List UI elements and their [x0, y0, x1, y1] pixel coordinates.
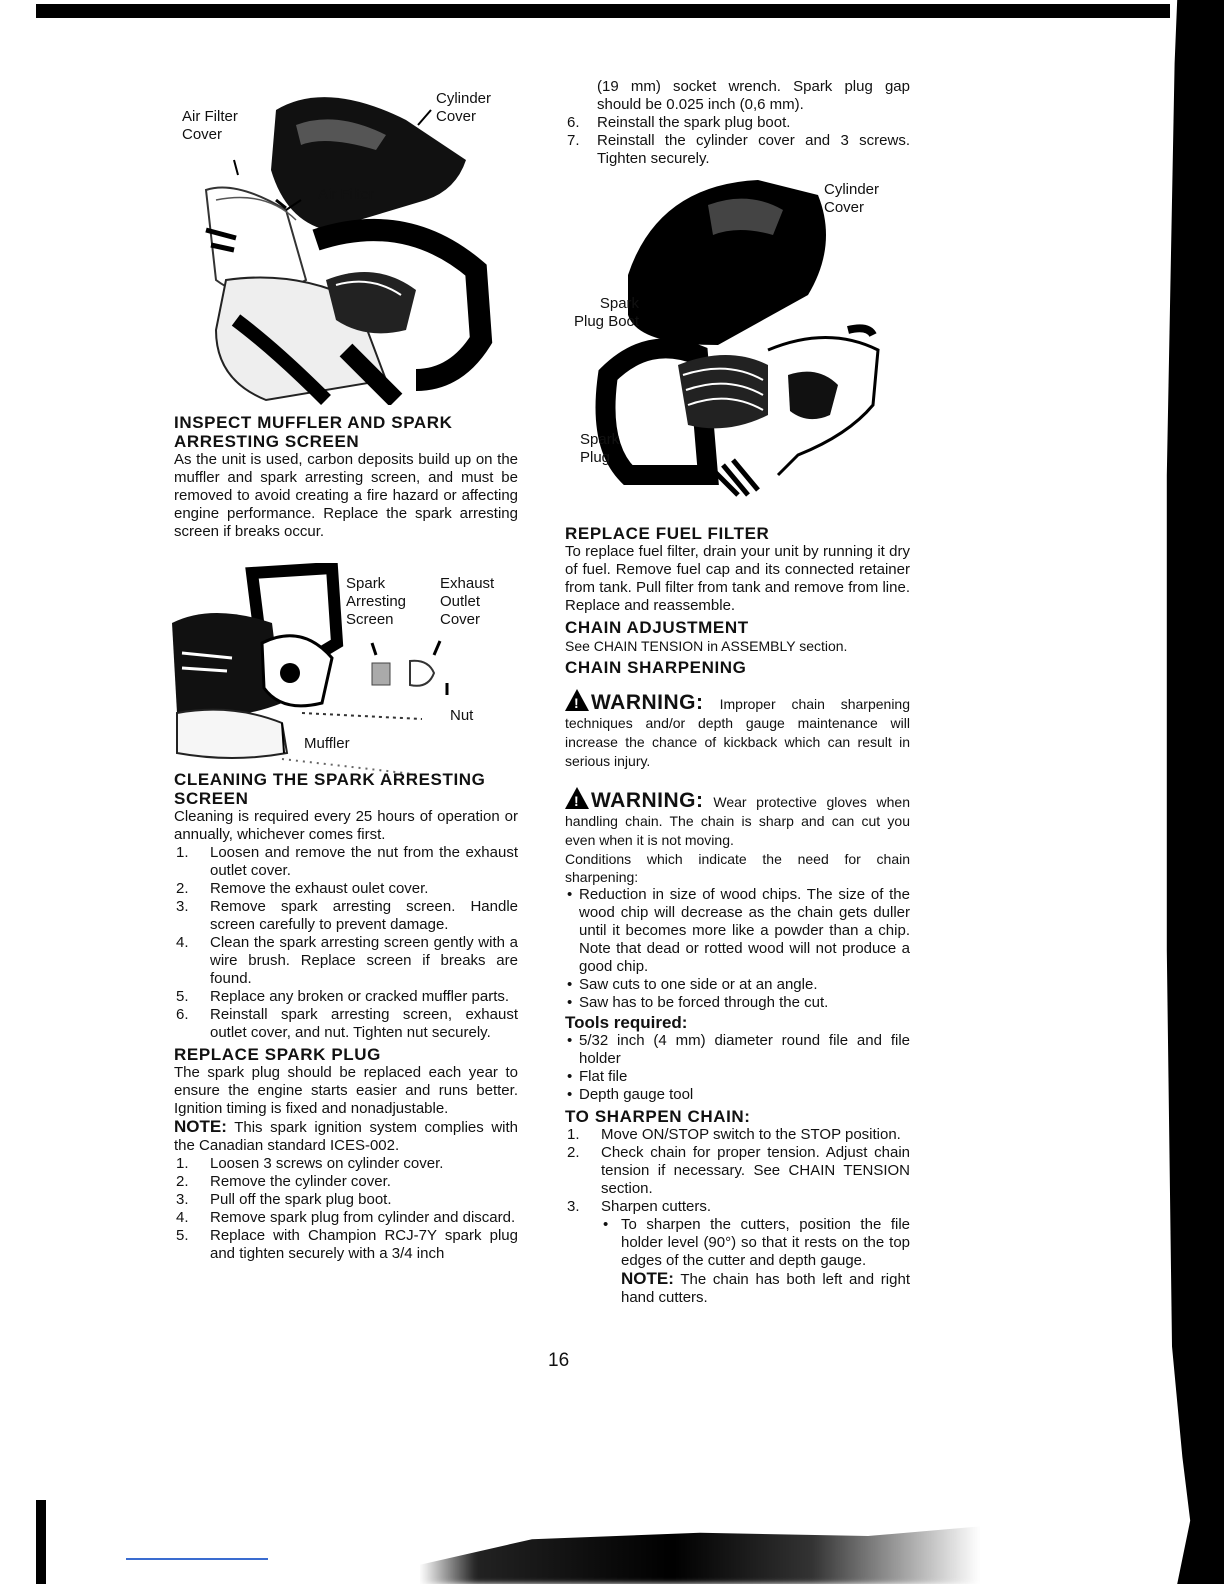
list-item: • To sharpen the cutters, position the file holder level (90°) so that it rests on the top edges of the cutter and depth gauge.: [603, 1216, 910, 1269]
warning-icon: [565, 787, 589, 809]
warning-1: !WARNING: Improper chain sharpening techniques and/or depth gauge maintenance will increase the chance of kickback which can result in serious injury.: [565, 689, 910, 771]
list-item: 7. Reinstall the cylinder cover and 3 screws. Tighten securely.: [567, 132, 910, 167]
list-item: 6. Reinstall the spark plug boot.: [567, 114, 791, 131]
continued-steps: [565, 114, 910, 168]
cleaning-text: Cleaning is required every 25 hours of operation or annually, whichever comes first.: [174, 808, 518, 843]
list-item: • Saw cuts to one side or at an angle.: [567, 976, 818, 993]
scan-top-edge: [36, 4, 1170, 18]
inspect-text: As the unit is used, carbon deposits build up on the muffler and spark arresting screen, and must be removed to avoid creating a fire hazard or affecting engine performance. Replace the spark arresting screen if breaks occur.: [174, 451, 518, 540]
fuel-heading: REPLACE FUEL FILTER: [565, 524, 770, 543]
list-item: 4. Clean the spark arresting screen gently with a wire brush. Replace screen if breaks are found.: [176, 934, 518, 987]
list-item: 3. Remove spark arresting screen. Handle screen carefully to prevent damage.: [176, 898, 518, 933]
sub-note: NOTE: The chain has both left and right hand cutters.: [621, 1269, 910, 1306]
right-column: [565, 78, 910, 1307]
tools-heading: Tools required:: [565, 1013, 688, 1032]
conditions-list: [565, 886, 910, 1012]
list-item: 6. Reinstall spark arresting screen, exhaust outlet cover, and nut. Tighten nut securely.: [176, 1006, 518, 1041]
exhaust-cover-label: Exhaust Outlet Cover: [440, 575, 495, 628]
spark-plug-boot-label: Spark Plug Boot: [574, 295, 640, 330]
air-filter-cover-label: Air Filter Cover: [182, 108, 238, 143]
spark-plug-figure-space: [565, 168, 910, 521]
sharpen-steps: [565, 1126, 910, 1216]
left-column: [174, 410, 518, 1263]
plug-note: NOTE: This spark ignition system complies with the Canadian standard ICES-002.: [174, 1117, 518, 1154]
list-item: 1. Move ON/STOP switch to the STOP position.: [567, 1126, 901, 1143]
sharpening-heading: CHAIN SHARPENING: [565, 658, 747, 677]
list-item: 1. Loosen 3 screws on cylinder cover.: [176, 1155, 444, 1172]
scan-bottom-line: [126, 1558, 268, 1560]
warning-icon: [565, 689, 589, 711]
fuel-text: To replace fuel filter, drain your unit by running it dry of fuel. Remove fuel cap and its connected retainer from tank. Pull filter from tank and remove from line. Replace and reassemble.: [565, 543, 910, 614]
sharpen-sub-list: [601, 1216, 910, 1270]
list-item: 2. Check chain for proper tension. Adjust chain tension if necessary. See CHAIN TENSION section.: [567, 1144, 910, 1197]
cleaning-heading: CLEANING THE SPARK ARRESTING SCREEN: [174, 770, 486, 808]
list-item: 3. Sharpen cutters.: [567, 1198, 712, 1215]
muffler-label: Muffler: [304, 735, 350, 752]
muffler-figure-space: [174, 541, 518, 767]
nut-label: Nut: [450, 707, 474, 724]
spark-screen-label: Spark Arresting Screen: [346, 575, 407, 628]
cylinder-cover-label: Cylinder Cover: [436, 90, 492, 125]
list-item: 4. Remove spark plug from cylinder and discard.: [176, 1209, 516, 1226]
scan-left-mark: [36, 1500, 46, 1584]
cleaning-steps: [174, 844, 518, 1042]
list-item: 5. Replace with Champion RCJ-7Y spark plug and tighten securely with a 3/4 inch: [176, 1227, 518, 1262]
list-item: • 5/32 inch (4 mm) diameter round file and file holder: [567, 1032, 910, 1067]
adjust-heading: CHAIN ADJUSTMENT: [565, 618, 749, 637]
air-filter-label: Air Filter: [318, 186, 374, 203]
plug-steps: [174, 1155, 518, 1263]
page-number: 16: [548, 1350, 570, 1371]
inspect-heading: INSPECT MUFFLER AND SPARK ARRESTING SCREEN: [174, 413, 453, 451]
warning-2: !WARNING: Wear protective gloves when handling chain. The chain is sharp and can cut you even when it is not moving.: [565, 787, 910, 850]
spark-plug-label: Spark Plug: [580, 431, 620, 466]
cylinder-cover-label-2: Cylinder Cover: [824, 181, 880, 216]
list-item: • Reduction in size of wood chips. The size of the wood chip will decrease as the chain gets duller until it becomes more like a powder than a chip. Note that dead or rotted wood will not produce a good chip.: [567, 886, 910, 975]
list-item: • Flat file: [567, 1068, 628, 1085]
scan-bottom-smudge: [420, 1520, 980, 1584]
scan-right-shadow: [964, 0, 1224, 1584]
list-item: • Saw has to be forced through the cut.: [567, 994, 829, 1011]
conditions-text: Conditions which indicate the need for chain sharpening:: [565, 851, 910, 885]
plug-text: The spark plug should be replaced each year to ensure the engine starts easier and runs better. Ignition timing is fixed and nonadjustable.: [174, 1064, 518, 1117]
list-item: 2. Remove the cylinder cover.: [176, 1173, 391, 1190]
list-item: 2. Remove the exhaust oulet cover.: [176, 880, 429, 897]
list-item: • Depth gauge tool: [567, 1086, 694, 1103]
plug-heading: REPLACE SPARK PLUG: [174, 1045, 381, 1064]
sharpen-chain-heading: TO SHARPEN CHAIN:: [565, 1107, 751, 1126]
continued-text: (19 mm) socket wrench. Spark plug gap should be 0.025 inch (0,6 mm).: [597, 78, 910, 113]
adjust-text: See CHAIN TENSION in ASSEMBLY section.: [565, 638, 848, 654]
list-item: 5. Replace any broken or cracked muffler parts.: [176, 988, 510, 1005]
list-item: 3. Pull off the spark plug boot.: [176, 1191, 392, 1208]
list-item: 1. Loosen and remove the nut from the exhaust outlet cover.: [176, 844, 518, 879]
air-filter-figure: [176, 80, 506, 405]
tools-list: [565, 1032, 910, 1104]
